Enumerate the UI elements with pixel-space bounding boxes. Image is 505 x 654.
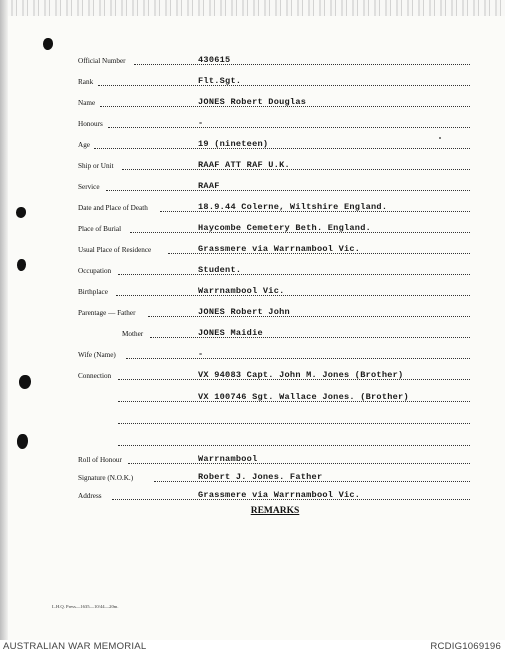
connection-row-4 [78, 431, 470, 447]
burial-value: Haycombe Cemetery Beth. England. [198, 223, 372, 233]
signature-label: Signature (N.O.K.) [78, 474, 134, 482]
roll-of-honour-value: Warrnambool [198, 454, 258, 464]
age-row [78, 134, 470, 150]
service-row [78, 176, 470, 192]
scan-edge-top [0, 0, 505, 16]
official-number-row [78, 50, 470, 66]
rank-value: Flt.Sgt. [198, 76, 242, 86]
occupation-label: Occupation [78, 267, 112, 275]
archive-footer [0, 640, 505, 654]
remarks-heading: REMARKS [250, 506, 300, 516]
ship-unit-label: Ship or Unit [78, 162, 114, 170]
punch-hole-2 [16, 207, 26, 218]
age-label: Age [78, 141, 90, 149]
mother-label: Mother [122, 330, 144, 338]
residence-row [78, 239, 470, 255]
ship-unit-value: RAAF ATT RAF U.K. [198, 160, 290, 170]
punch-hole-3 [17, 259, 26, 271]
official-number-label: Official Number [78, 57, 126, 65]
wife-value: - [198, 349, 204, 359]
birthplace-row [78, 281, 470, 297]
print-code: L.H.Q. Press—1635—10/44—20m. [52, 604, 119, 609]
connection-line-1: VX 94083 Capt. John M. Jones (Brother) [198, 370, 404, 380]
punch-hole-5 [17, 434, 28, 449]
father-label: Parentage — Father [78, 309, 136, 317]
roll-of-honour-row [78, 449, 470, 465]
birthplace-value: Warrnambool Vic. [198, 286, 285, 296]
punch-hole-4 [19, 375, 31, 389]
burial-label: Place of Burial [78, 225, 122, 233]
service-label: Service [78, 183, 100, 191]
scan-edge-left [0, 0, 8, 640]
age-value: 19 (nineteen) [198, 139, 269, 149]
address-value: Grassmere via Warrnambool Vic. [198, 490, 361, 500]
mother-row [78, 323, 470, 339]
wife-row [78, 344, 470, 360]
connection-line-2: VX 100746 Sgt. Wallace Jones. (Brother) [198, 392, 409, 402]
father-row [78, 302, 470, 318]
archive-name: AUSTRALIAN WAR MEMORIAL [3, 641, 147, 652]
connection-label: Connection [78, 372, 112, 380]
name-value: JONES Robert Douglas [198, 97, 307, 107]
archive-id: RCDIG1069196 [430, 641, 501, 652]
honours-value: - [198, 118, 204, 128]
wife-label: Wife (Name) [78, 351, 116, 359]
signature-row [78, 467, 470, 483]
residence-label: Usual Place of Residence [78, 246, 152, 254]
address-row [78, 485, 470, 501]
honours-row [78, 113, 470, 129]
mother-value: JONES Maidie [198, 328, 263, 338]
residence-value: Grassmere via Warrnambool Vic. [198, 244, 361, 254]
death-row [78, 197, 470, 213]
death-value: 18.9.44 Colerne, Wiltshire England. [198, 202, 388, 212]
signature-value: Robert J. Jones. Father [198, 472, 323, 482]
honours-label: Honours [78, 120, 103, 128]
connection-row [78, 365, 470, 381]
official-number-value: 430615 [198, 55, 231, 65]
punch-hole-1 [43, 38, 53, 50]
rank-row [78, 71, 470, 87]
roll-of-honour-label: Roll of Honour [78, 456, 122, 464]
ship-unit-row [78, 155, 470, 171]
occupation-row [78, 260, 470, 276]
father-value: JONES Robert John [198, 307, 290, 317]
address-label: Address [78, 492, 102, 500]
death-label: Date and Place of Death [78, 204, 148, 212]
burial-row [78, 218, 470, 234]
birthplace-label: Birthplace [78, 288, 108, 296]
occupation-value: Student. [198, 265, 242, 275]
connection-row-3 [78, 409, 470, 425]
service-value: RAAF [198, 181, 220, 191]
rank-label: Rank [78, 78, 94, 86]
name-label: Name [78, 99, 96, 107]
connection-row-2 [78, 387, 470, 403]
name-row [78, 92, 470, 108]
